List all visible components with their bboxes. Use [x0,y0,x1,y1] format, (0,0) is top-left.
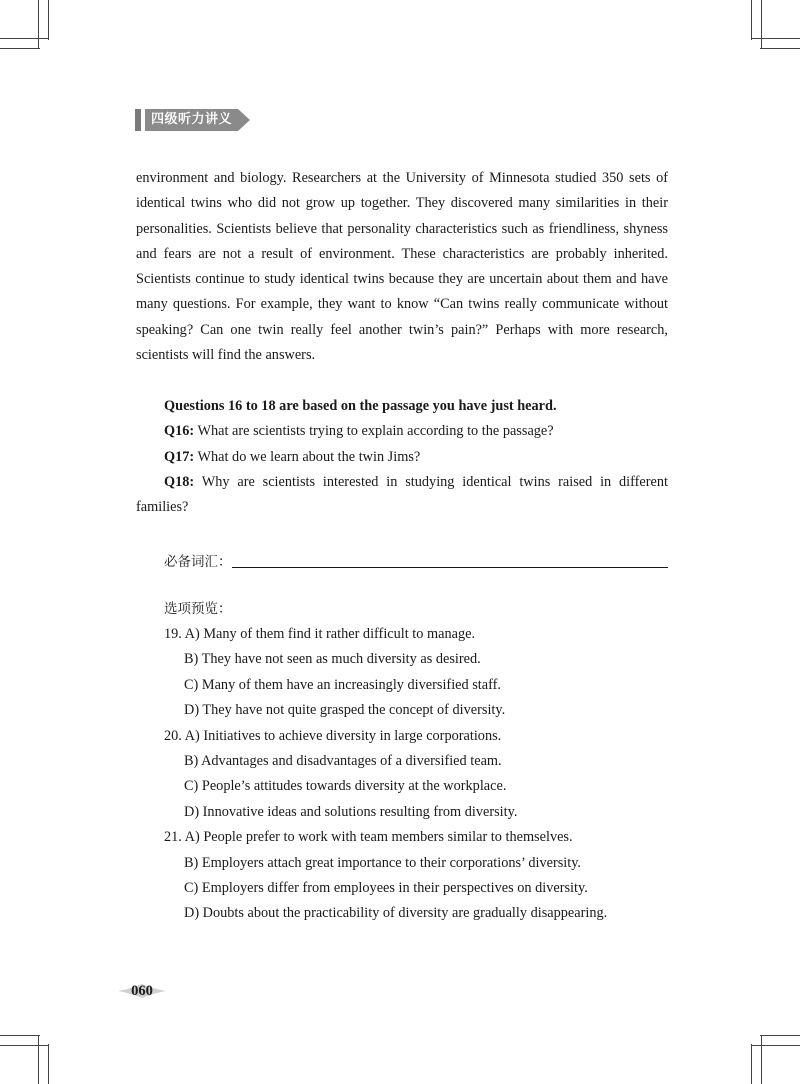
option-item: B) Employers attach great importance to their corporations’ diversity. [184,854,582,871]
option-item: C) Many of them have an increasingly diversified staff. [184,676,501,693]
question-text: Why are scientists interested in studying identical twins raised in different families? [136,473,668,516]
crop-mark [760,48,800,49]
questions-block [136,394,668,520]
options-list [164,622,668,927]
crop-mark [752,38,800,39]
page-number [118,980,166,1002]
crop-mark [0,1035,40,1036]
question-item [136,445,668,470]
question-text: What are scientists trying to explain according to the passage? [197,423,554,440]
option-item: C) Employers differ from employees in their perspectives on diversity. [184,880,588,897]
question-item [136,470,668,521]
section-tag-label: 四级听力讲义 [145,109,238,131]
crop-mark [48,1044,49,1084]
crop-mark [0,48,40,49]
vocab-field [164,548,668,570]
crop-mark [752,1045,800,1046]
question-label: Q17: [164,448,195,465]
crop-mark [38,1036,39,1084]
crop-mark [751,0,752,40]
option-item: D) Innovative ideas and solutions resulting from diversity. [184,803,518,820]
vocab-label: 必备词汇： [164,554,232,570]
option-item: B) Advantages and disadvantages of a diversified team. [184,753,502,770]
question-text: What do we learn about the twin Jims? [197,448,421,465]
option-item: 21. A) People prefer to work with team members similar to themselves. [164,829,573,846]
crop-mark [760,1035,800,1036]
crop-mark [761,1036,762,1084]
crop-mark [751,1044,752,1084]
page-number-text: 060 [131,983,153,999]
section-tag-bar [135,109,141,131]
question-number: 20. [164,727,182,744]
option-item: D) Doubts about the practicability of diversity are gradually disappearing. [184,905,608,922]
question-label: Q18: [164,473,195,490]
questions-intro: Questions 16 to 18 are based on the passage you have just heard. [164,398,557,414]
section-tag-arrow [238,109,250,131]
option-item: B) They have not seen as much diversity as desired. [184,651,481,668]
option-item: 19. A) Many of them find it rather difficult to manage. [164,626,476,642]
question-item [136,419,668,444]
crop-mark [38,0,39,48]
option-item: 20. A) Initiatives to achieve diversity in large corporations. [164,727,502,744]
vocab-blank-line [232,553,669,568]
option-item: C) People’s attitudes towards diversity at the workplace. [184,778,507,795]
section-tag [135,108,250,132]
question-number: 21. [164,829,182,846]
crop-mark [0,38,48,39]
question-number: 19. [164,626,182,642]
preview-title: 选项预览： [164,601,232,617]
question-label: Q16: [164,423,195,440]
crop-mark [761,0,762,48]
crop-mark [0,1045,48,1046]
crop-mark [48,0,49,40]
passage-text: environment and biology. Researchers at the University of Minnesota studied 350 sets of identical twins who did not grow up together. They discovered many similarities in their personalities. Scientists believe that personality characteristics such as friendliness, shyness and fears are not a result of environment. These characteristics are probably inherited. Scientists continue to study identical twins because they are uncertain about them and have many questions. For example, they want to know “Can twins really communicate without speaking? Can one twin really feel another twin’s pain?” Perhaps with more research, scientists will find the answers. [136,170,668,364]
option-item: D) They have not quite grasped the concept of diversity. [184,702,506,719]
